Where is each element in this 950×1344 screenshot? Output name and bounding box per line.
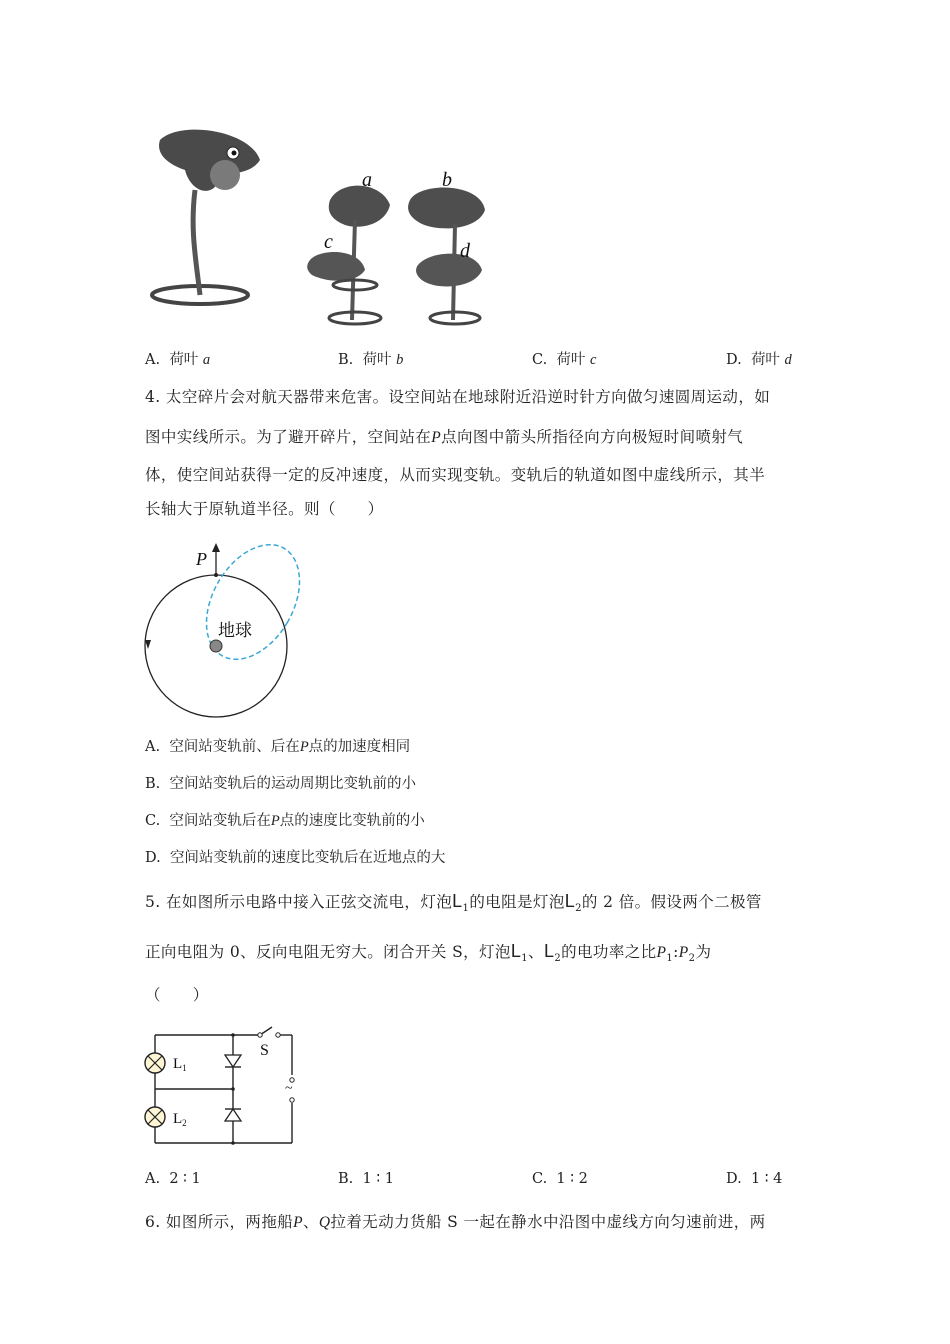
option-letter: C. bbox=[532, 1171, 548, 1187]
var-p2: P bbox=[678, 944, 689, 961]
q3-option-b[interactable] bbox=[338, 348, 403, 369]
q4-option-d[interactable] bbox=[145, 846, 445, 867]
label-p: P bbox=[196, 549, 207, 569]
option-text: 空间站变轨前的速度比变轨后在近地点的大 bbox=[169, 850, 446, 866]
label-a: a bbox=[362, 169, 372, 191]
var-q: Q bbox=[318, 1214, 331, 1231]
lamp-l2-icon bbox=[145, 1107, 165, 1127]
q3-option-d[interactable] bbox=[726, 348, 792, 369]
text: 、 bbox=[303, 1213, 319, 1231]
q5-option-a[interactable] bbox=[145, 1171, 201, 1187]
label-d: d bbox=[460, 240, 470, 262]
text: 的电功率之比 bbox=[561, 943, 657, 961]
label-l2: $L_2$ bbox=[173, 1111, 187, 1128]
option-letter: D. bbox=[726, 1171, 742, 1187]
q4-line-3: 体，使空间站获得一定的反冲速度，从而实现变轨。变轨后的轨道如图中虚线所示，其半 bbox=[145, 466, 766, 484]
option-letter: D. bbox=[726, 352, 742, 368]
text: 6. 如图所示，两拖船 bbox=[145, 1213, 294, 1231]
option-text: 空间站变轨前、后在 bbox=[169, 739, 300, 755]
option-text: 荷叶 bbox=[362, 352, 392, 368]
text: 图中实线所示。为了避开碎片，空间站在 bbox=[145, 428, 432, 446]
lotus-leaf-a bbox=[329, 169, 390, 324]
q4-line-1: 4. 太空碎片会对航天器带来危害。设空间站在地球附近沿逆时针方向做匀速圆周运动，如 bbox=[145, 388, 771, 406]
option-letter: B. bbox=[338, 352, 354, 368]
lotus-figure bbox=[140, 120, 500, 335]
var-l1: L bbox=[452, 891, 463, 911]
text: 5. 在如图所示电路中接入正弦交流电，灯泡 bbox=[145, 893, 453, 911]
option-var: P bbox=[270, 813, 280, 829]
label-earth: 地球 bbox=[218, 621, 252, 640]
lamp-l1-icon bbox=[145, 1053, 165, 1073]
option-text: 1 ∶ 2 bbox=[556, 1171, 588, 1187]
q5-line-2 bbox=[145, 940, 711, 964]
option-var: P bbox=[299, 739, 309, 755]
option-text: 荷叶 bbox=[169, 352, 199, 368]
q5-option-d[interactable] bbox=[726, 1171, 782, 1187]
text: 拉着无动力货船 S 一起在静水中沿图中虚线方向匀速前进，两 bbox=[330, 1213, 766, 1231]
q3-option-c[interactable] bbox=[532, 348, 596, 369]
var-l2: L bbox=[564, 891, 576, 911]
text: 的电阻是灯泡 bbox=[469, 893, 565, 911]
q6-line-1 bbox=[145, 1210, 766, 1232]
q5-option-c[interactable] bbox=[532, 1171, 588, 1187]
option-var: b bbox=[396, 352, 404, 368]
ac-symbol: ~ bbox=[285, 1081, 293, 1096]
q4-line-4: 长轴大于原轨道半径。则（ ） bbox=[145, 500, 384, 518]
label-b: b bbox=[442, 169, 452, 191]
label-c: c bbox=[324, 231, 333, 253]
var-p: P bbox=[293, 1214, 303, 1231]
up-arrow-icon bbox=[212, 543, 220, 552]
var-l2: L bbox=[543, 941, 555, 961]
sub: 1 bbox=[462, 903, 470, 915]
q4-option-b[interactable] bbox=[145, 772, 416, 793]
lotus-leaf-b bbox=[408, 169, 485, 324]
direction-arrow-icon bbox=[145, 640, 151, 649]
q4-line-2 bbox=[145, 425, 743, 447]
option-text: 空间站变轨后在 bbox=[169, 813, 271, 829]
sub: 1 bbox=[666, 953, 674, 965]
label-l1: $L_1$ bbox=[173, 1056, 187, 1073]
option-text: 荷叶 bbox=[556, 352, 586, 368]
q4-option-c[interactable] bbox=[145, 809, 425, 830]
option-text: 1 ∶ 1 bbox=[362, 1171, 394, 1187]
option-letter: A. bbox=[145, 739, 161, 755]
option-letter: C. bbox=[145, 813, 161, 829]
option-text: 2 ∶ 1 bbox=[169, 1171, 201, 1187]
option-text: 点的加速度相同 bbox=[308, 739, 411, 755]
var-p1: P bbox=[656, 944, 667, 961]
text: 、 bbox=[528, 943, 544, 961]
sub: 2 bbox=[575, 903, 582, 915]
q5-option-b[interactable] bbox=[338, 1171, 394, 1187]
text: 为 bbox=[695, 943, 712, 961]
text: 的 2 倍。假设两个二极管 bbox=[581, 893, 762, 911]
option-text: 荷叶 bbox=[750, 352, 780, 368]
var-l1: L bbox=[510, 941, 522, 961]
option-letter: B. bbox=[145, 776, 161, 792]
option-var: c bbox=[590, 352, 597, 368]
option-var: a bbox=[202, 352, 211, 368]
option-text: 1 ∶ 4 bbox=[750, 1171, 783, 1187]
sub: 2 bbox=[554, 953, 562, 965]
lotus-leaf-frog bbox=[152, 130, 260, 304]
label-s: S bbox=[260, 1042, 269, 1059]
option-text: 点的速度比变轨前的小 bbox=[279, 813, 425, 829]
option-letter: A. bbox=[145, 352, 161, 368]
q5-line-1 bbox=[145, 890, 762, 914]
option-letter: D. bbox=[145, 850, 161, 866]
diode-upper-icon bbox=[225, 1055, 241, 1067]
text: 点向图中箭头所指径向方向极短时间喷射气 bbox=[441, 428, 744, 446]
option-letter: A. bbox=[145, 1171, 161, 1187]
q3-option-a[interactable] bbox=[145, 348, 210, 369]
circuit-figure bbox=[140, 1025, 305, 1150]
var-p: P bbox=[431, 429, 442, 446]
text: : bbox=[673, 943, 679, 961]
option-letter: C. bbox=[532, 352, 548, 368]
orbit-figure bbox=[140, 540, 310, 725]
text: 正向电阻为 0、反向电阻无穷大。闭合开关 S，灯泡 bbox=[145, 943, 511, 961]
earth-icon bbox=[210, 640, 222, 652]
sub: 1 bbox=[521, 953, 529, 965]
diode-lower-icon bbox=[225, 1109, 241, 1121]
lotus-leaf-c bbox=[307, 231, 377, 290]
q4-option-a[interactable] bbox=[145, 735, 410, 756]
option-letter: B. bbox=[338, 1171, 354, 1187]
option-var: d bbox=[784, 352, 792, 368]
option-text: 空间站变轨后的运动周期比变轨前的小 bbox=[169, 776, 416, 792]
sub: 2 bbox=[688, 953, 696, 965]
q5-line-3: （ ） bbox=[145, 986, 209, 1004]
lotus-leaf-d bbox=[416, 240, 482, 286]
point-p bbox=[214, 573, 218, 577]
